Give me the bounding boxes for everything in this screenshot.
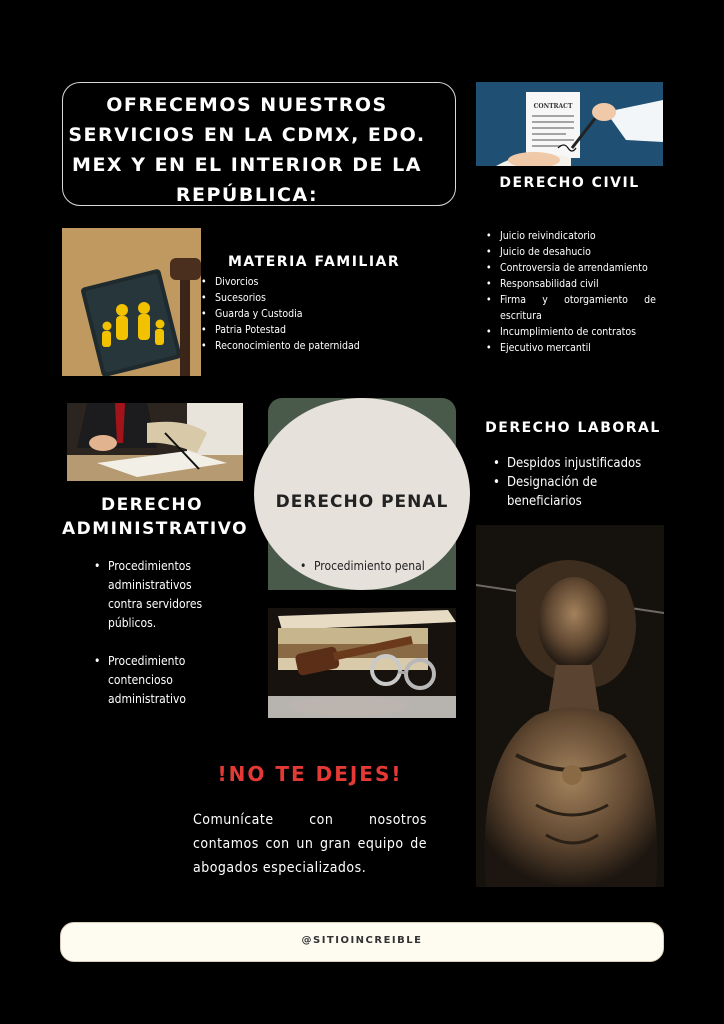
familiar-title: MATERIA FAMILIAR — [228, 254, 401, 270]
list-item: • Divorcios — [201, 274, 401, 290]
list-item: • Procedimiento contencioso administrativo — [94, 652, 224, 709]
list-item: • Ejecutivo mercantil — [486, 340, 656, 356]
list-item: • Designación de beneficiarios — [493, 473, 663, 511]
familiar-list — [201, 274, 401, 354]
contract-signing-image — [476, 82, 663, 166]
laboral-list — [493, 454, 663, 511]
cta-title: !NO TE DEJES! — [217, 762, 403, 786]
lawyer-writing-image — [67, 403, 243, 481]
administrativo-title-line1: DERECHO — [100, 495, 204, 515]
penal-list — [300, 559, 425, 573]
list-item: • Controversia de arrendamiento — [486, 260, 656, 276]
civil-list — [486, 228, 656, 356]
list-item: • Responsabilidad civil — [486, 276, 656, 292]
list-item: • Despidos injustificados — [493, 454, 663, 473]
list-item: • Firma y otorgamiento de escritura — [486, 292, 656, 324]
administrativo-title-line2: ADMINISTRATIVO — [62, 519, 249, 539]
footer-handle[interactable]: @SITIOINCREIBLE — [301, 935, 423, 946]
gavel-handcuffs-image — [268, 608, 456, 718]
intro-heading: OFRECEMOS NUESTROS SERVICIOS EN LA CDMX, EDO. MEX Y EN EL INTERIOR DE LA REPÚBLICA: — [68, 94, 426, 206]
list-item: • Incumplimiento de contratos — [486, 324, 656, 340]
list-item: • Sucesorios — [201, 290, 401, 306]
list-item: • Procedimiento penal — [300, 559, 425, 573]
administrativo-title — [62, 493, 249, 541]
laboral-title: DERECHO LABORAL — [485, 420, 661, 436]
list-item: • Reconocimiento de paternidad — [201, 338, 401, 354]
list-item: • Juicio de desahucio — [486, 244, 656, 260]
list-item: • Juicio reivindicatorio — [486, 228, 656, 244]
list-item: • Guarda y Custodia — [201, 306, 401, 322]
family-gavel-image — [62, 228, 201, 376]
civil-title: DERECHO CIVIL — [499, 175, 640, 191]
list-item: • Patria Potestad — [201, 322, 401, 338]
contract-label: CONTRACT — [533, 103, 573, 110]
cta-text: Comunícate con nosotros contamos con un gran equipo de abogados especializados. — [193, 812, 427, 876]
penal-title: DERECHO PENAL — [275, 492, 449, 512]
list-item: • Procedimientos administrativos contra servidores públicos. — [94, 557, 224, 633]
administrativo-list — [94, 557, 224, 709]
lady-justice-statue-image — [476, 525, 664, 887]
